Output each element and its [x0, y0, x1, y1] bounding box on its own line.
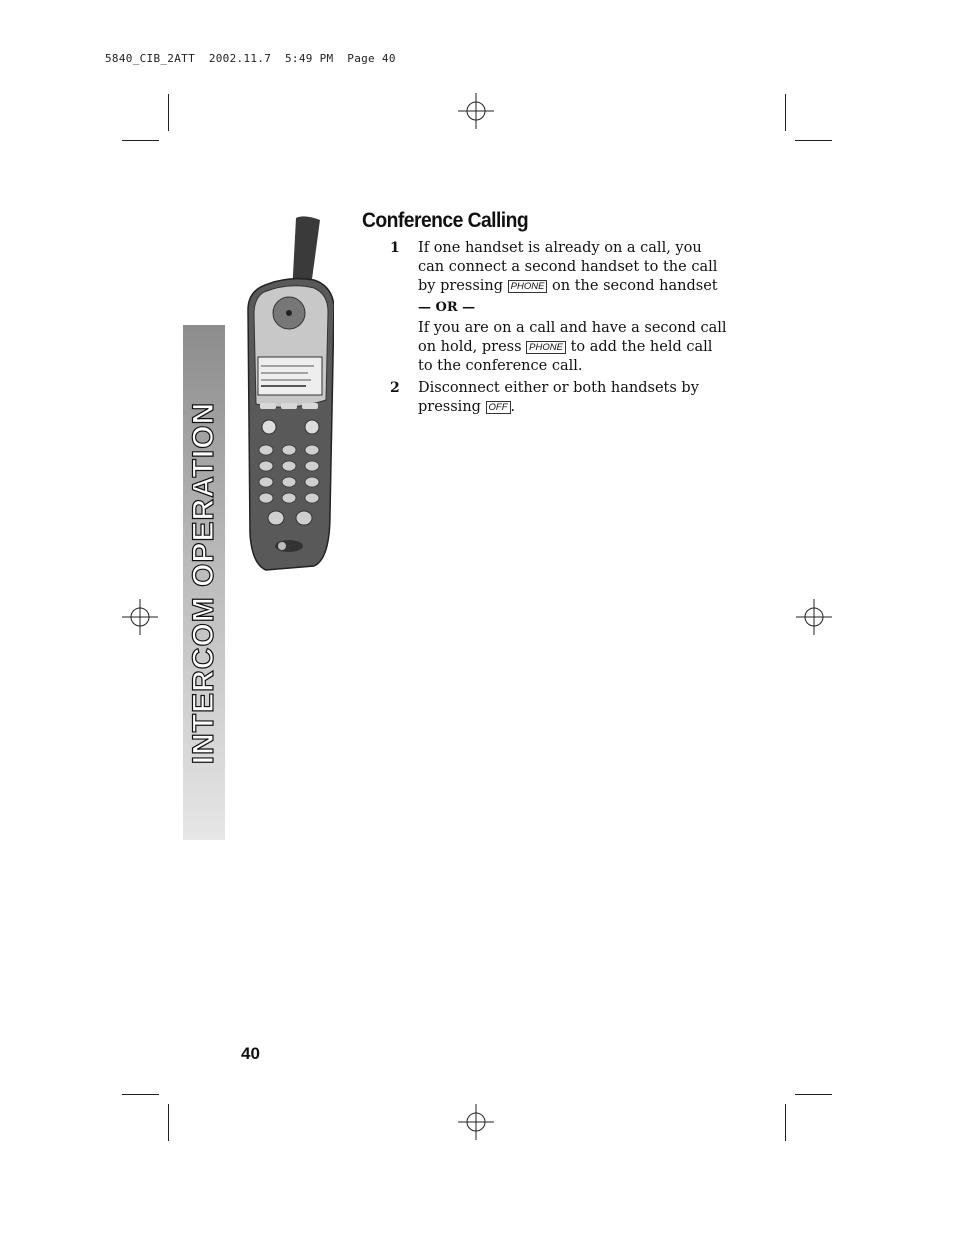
registration-mark-icon	[458, 93, 494, 129]
off-key-icon: OFF	[486, 401, 511, 414]
crop-mark	[785, 1104, 786, 1141]
crop-mark	[785, 94, 786, 131]
step-text	[418, 319, 728, 376]
crop-mark	[795, 140, 832, 141]
step-text	[418, 239, 728, 296]
registration-mark-icon	[796, 599, 832, 635]
step-text-part: to add the held call to the conference call.	[418, 339, 713, 374]
or-separator: — OR —	[418, 300, 476, 315]
step-number: 1	[390, 240, 400, 256]
step-text-part: .	[510, 399, 516, 415]
registration-mark-icon	[458, 1104, 494, 1140]
crop-mark	[122, 1094, 159, 1095]
step-text-part: If you are on a call and have a second call on hold, press	[418, 320, 727, 355]
phone-key-icon: PHONE	[526, 341, 566, 354]
print-slug: 5840_CIB_2ATT 2002.11.7 5:49 PM Page 40	[105, 52, 396, 65]
page-number: 40	[241, 1044, 260, 1063]
cordless-handset-illustration	[244, 214, 334, 572]
step-text-part: on the second handset	[552, 278, 718, 294]
section-sidebar	[183, 325, 225, 840]
crop-mark	[795, 1094, 832, 1095]
step-number: 2	[390, 380, 400, 396]
step-text	[418, 379, 728, 417]
phone-key-icon: PHONE	[508, 280, 548, 293]
sidebar-section-title: INTERCOM OPERATION	[187, 401, 220, 764]
crop-mark	[168, 94, 169, 131]
crop-mark	[122, 140, 159, 141]
step-text-part: Disconnect either or both handsets by pressing	[418, 380, 699, 415]
section-title: Conference Calling	[362, 209, 529, 232]
step-text-part: If one handset is already on a call, you can connect a second handset to the call by pressing	[418, 240, 718, 294]
crop-mark	[168, 1104, 169, 1141]
registration-mark-icon	[122, 599, 158, 635]
